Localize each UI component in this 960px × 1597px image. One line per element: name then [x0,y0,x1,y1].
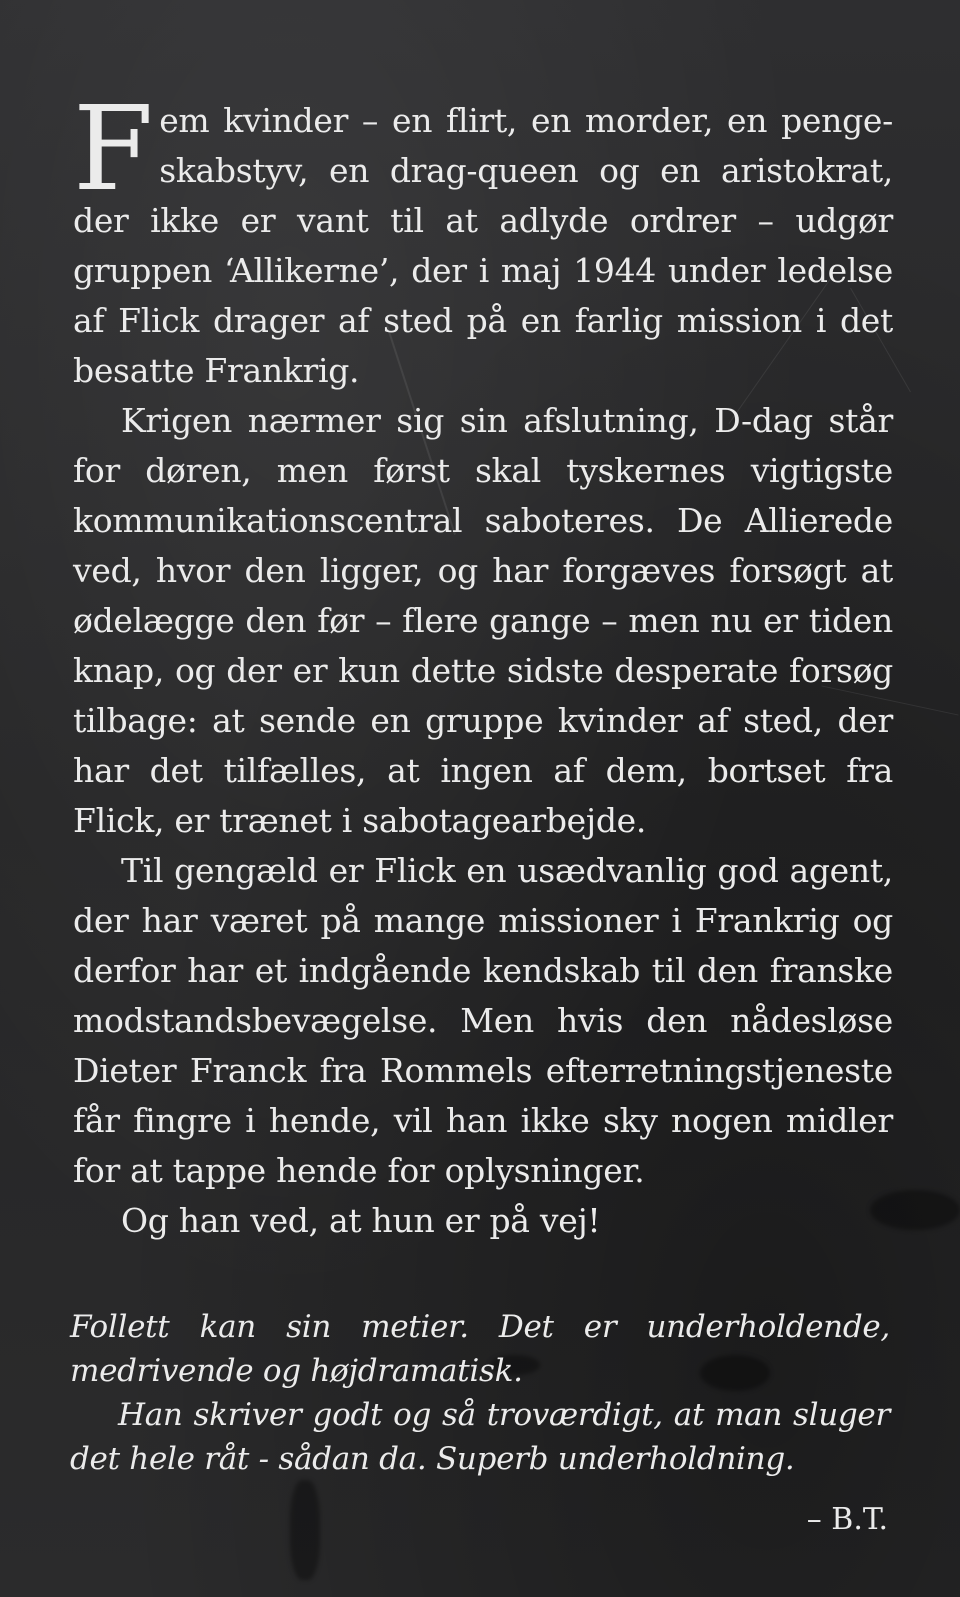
review-quote [70,1305,890,1481]
blurb-text [73,82,893,1246]
blurb-paragraph-1 [73,82,893,396]
blurb-paragraph-3: Til gengæld er Flick en usædvanlig god agent, der har været på mange missioner i Frankrig og derfor har et indgående kendskab til den franske modstandsbevægelse. Men hvis den nådesløse Dieter Franck fra Rommels efterretningstjeneste får fingre i hende, vil han ikke sky nogen midler for at tappe hende for oplysninger. [73,851,893,1190]
wear-spot [290,1480,320,1580]
review-line-1: Follett kan sin metier. Det er underholdende, medrivende og højdramatisk. [70,1309,890,1389]
review-line-2: Han skriver godt og så troværdigt, at man sluger det hele råt - sådan da. Superb underholdning. [70,1397,890,1477]
blurb-paragraph-2: Krigen nærmer sig sin afslutning, D-dag står for døren, men først skal tyskernes vigtigste kommunikationscentral saboteres. De Allierede ved, hvor den ligger, og har forgæves forsøgt at ødelægge den før – flere gange – men nu er tiden knap, og der er kun dette sidste desperate forsøg tilbage: at sende en gruppe kvinder af sted, der har det tilfælles, at ingen af dem, bortset fra Flick, er trænet i sabotagearbejde. [73,401,893,840]
review-attribution: – B.T. [806,1502,888,1537]
blurb-paragraph-4: Og han ved, at hun er på vej! [121,1201,601,1240]
drop-cap: F [73,82,154,217]
blurb-paragraph-1-text: em kvinder – en flirt, en morder, en penge-skabstyv, en drag-queen og en aristokrat, der ikke er vant til at adlyde ordrer – udgør gruppen ‘Allikerne’, der i maj 1944 under ledelse af Flick drager af sted på en farlig mission i det besatte Frankrig. [73,101,893,390]
